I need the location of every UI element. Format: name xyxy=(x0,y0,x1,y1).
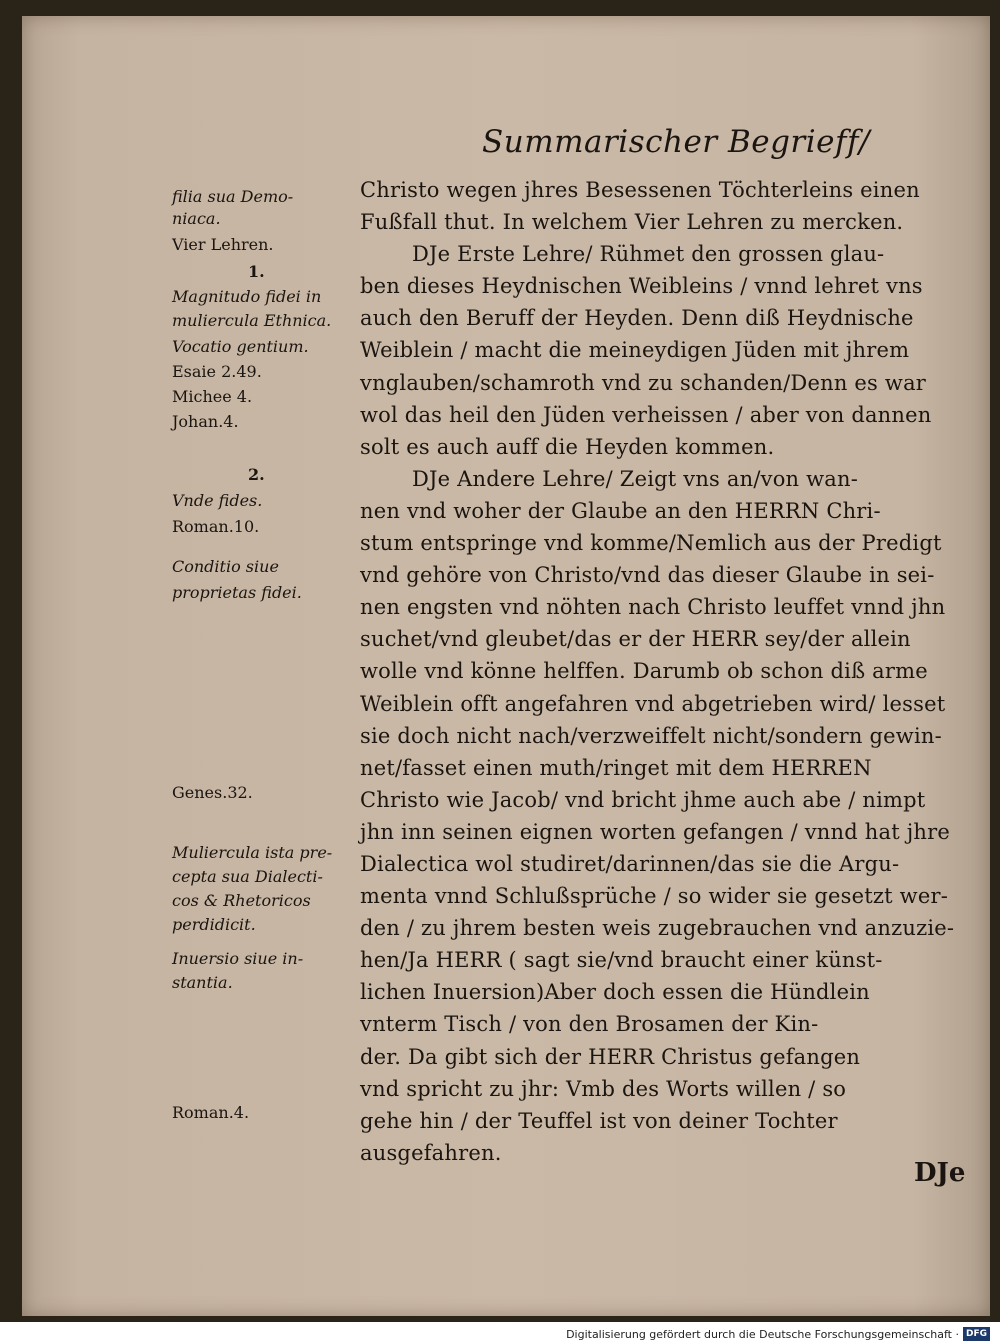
text-line: ben dieses Heydnischen Weibleins / vnnd lehret vns xyxy=(360,274,923,299)
text-line: wol das heil den Jüden verheissen / aber von dannen xyxy=(360,402,932,427)
marginal-note: Vier Lehren. xyxy=(172,235,274,254)
marginal-note: filia sua Demo- xyxy=(172,187,294,206)
text-line: gehe hin / der Teuffel ist von deiner Tochter xyxy=(360,1108,838,1133)
marginal-note: Magnitudo fidei in xyxy=(172,287,322,306)
footer-text: Digitalisierung gefördert durch die Deutsche Forschungsgemeinschaft · xyxy=(566,1327,959,1341)
text-line: auch den Beruff der Heyden. Denn diß Heydnische xyxy=(360,306,914,331)
marginal-note: stantia. xyxy=(172,973,233,992)
text-line: nen engsten vnd nöhten nach Christo leuffet vnnd jhn xyxy=(360,595,946,620)
text-line: nen vnd woher der Glaube an den HERRN Chri- xyxy=(360,498,881,523)
marginal-note: Muliercula ista pre- xyxy=(172,843,333,862)
text-line: suchet/vnd gleubet/das er der HERR sey/der allein xyxy=(360,627,911,652)
text-line: vnglauben/schamroth vnd zu schanden/Denn es war xyxy=(360,370,927,395)
text-line: den / zu jhrem besten weis zugebrauchen vnd anzuzie- xyxy=(360,916,955,941)
dfg-logo: DFG xyxy=(963,1327,990,1341)
marginal-note: Esaie 2.49. xyxy=(172,362,262,381)
text-line: solt es auch auff die Heyden kommen. xyxy=(360,434,775,459)
text-line: Weiblein offt angefahren vnd abgetrieben wird/ lesset xyxy=(360,691,946,716)
marginal-note: Roman.10. xyxy=(172,517,260,536)
text-line: Weiblein / macht die meineydigen Jüden mit jhrem xyxy=(360,338,910,363)
text-line: Fußfall thut. In welchem Vier Lehren zu mercken. xyxy=(360,210,904,235)
marginal-note: Michee 4. xyxy=(172,387,253,406)
funding-footer xyxy=(566,1327,990,1341)
text-line: wolle vnd könne helffen. Darumb ob schon diß arme xyxy=(360,659,928,684)
marginal-note: Johan.4. xyxy=(172,412,239,431)
text-line: lichen Inuersion)Aber doch essen die Hündlein xyxy=(360,980,870,1005)
running-head: Summarischer Begrieff/ xyxy=(482,124,870,160)
marginal-note: proprietas fidei. xyxy=(172,583,302,602)
marginal-note: Conditio siue xyxy=(172,557,279,576)
marginal-note: Genes.32. xyxy=(172,783,253,802)
book-page xyxy=(22,16,990,1316)
marginal-note: cos & Rhetoricos xyxy=(172,891,311,910)
marginal-note: perdidicit. xyxy=(172,915,256,934)
text-line: jhn inn seinen eignen worten gefangen / vnnd hat jhre xyxy=(360,819,951,844)
marginal-note: cepta sua Dialecti- xyxy=(172,867,323,886)
text-line: ausgefahren. xyxy=(360,1140,502,1165)
marginal-note: Roman.4. xyxy=(172,1103,250,1122)
text-line: hen/Ja HERR ( sagt sie/vnd braucht einer künst- xyxy=(360,948,883,973)
text-line: vnterm Tisch / von den Brosamen der Kin- xyxy=(360,1012,819,1037)
catchword: DJe xyxy=(914,1158,966,1188)
text-line: stum entspringe vnd komme/Nemlich aus der Predigt xyxy=(360,531,942,556)
text-line: vnd spricht zu jhr: Vmb des Worts willen / so xyxy=(360,1076,847,1101)
text-line: vnd gehöre von Christo/vnd das dieser Glaube in sei- xyxy=(360,563,935,588)
text-line: Christo wegen jhres Besessenen Töchterleins einen xyxy=(360,178,920,202)
marginal-note-number: 2. xyxy=(248,465,265,484)
marginal-note: Vnde fides. xyxy=(172,491,263,510)
text-line: menta vnnd Schlußsprüche / so wider sie gesetzt wer- xyxy=(360,884,948,909)
marginal-note: Vocatio gentium. xyxy=(172,337,309,356)
text-line: net/fasset einen muth/ringet mit dem HERREN xyxy=(360,755,872,780)
text-line: Dialectica wol studiret/darinnen/das sie die Argu- xyxy=(360,851,900,876)
marginal-note: niaca. xyxy=(172,209,221,228)
marginal-note: Inuersio siue in- xyxy=(172,949,304,968)
text-line: DJe Erste Lehre/ Rühmet den grossen glau- xyxy=(412,242,885,267)
text-line: Christo wie Jacob/ vnd bricht jhme auch abe / nimpt xyxy=(360,787,926,812)
marginal-note: muliercula Ethnica. xyxy=(172,311,332,330)
marginal-note-number: 1. xyxy=(248,262,265,281)
main-text-block xyxy=(360,174,1000,1169)
text-line: DJe Andere Lehre/ Zeigt vns an/von wan- xyxy=(412,466,859,491)
text-line: sie doch nicht nach/verzweiffelt nicht/sondern gewin- xyxy=(360,723,942,748)
text-line: der. Da gibt sich der HERR Christus gefangen xyxy=(360,1044,861,1069)
